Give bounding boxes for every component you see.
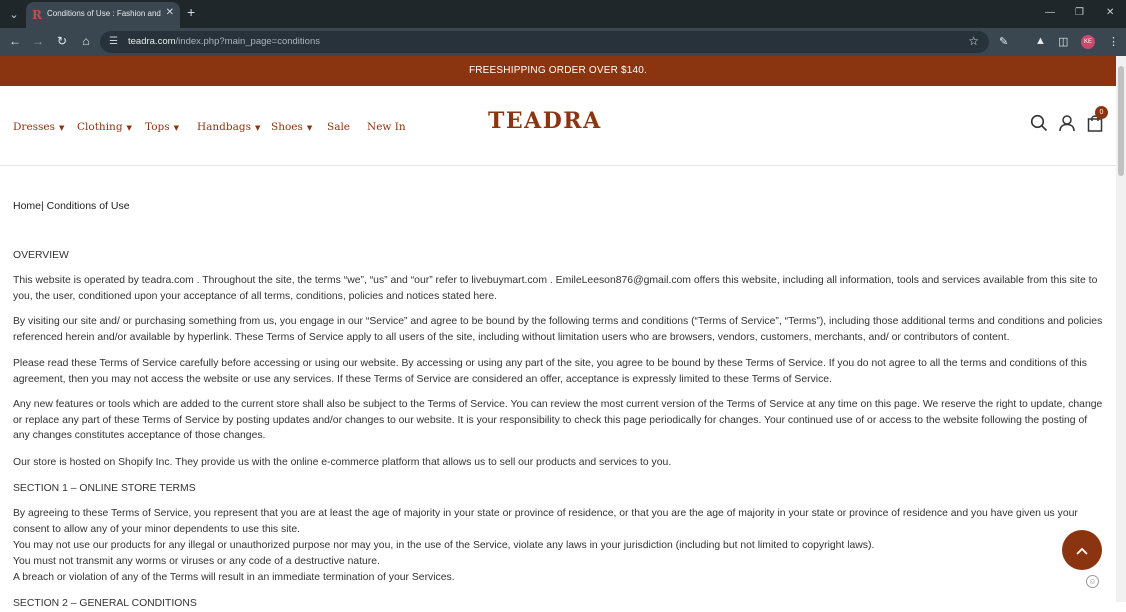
accessibility-icon[interactable]: ☺	[1086, 575, 1099, 588]
paragraph-shopify: Our store is hosted on Shopify Inc. They provide us with the online e-commerce platform that allows us to sell our products and services to you.	[13, 457, 672, 468]
nav-item-sale[interactable]	[327, 121, 350, 133]
url-domain: teadra.com	[128, 36, 176, 47]
minimize-icon[interactable]: —	[1045, 7, 1055, 18]
section-2-heading: SECTION 2 – GENERAL CONDITIONS	[13, 598, 197, 609]
browser-tab[interactable]	[26, 2, 180, 28]
breadcrumb-home-link[interactable]: Home	[13, 200, 42, 212]
forward-icon[interactable]: →	[32, 34, 44, 48]
section-1-illegal-use: You may not use our products for any illegal or unauthorized purpose nor may you, in the use of the Service, violate any laws in your jurisdiction (including but not limited to copyright laws).	[13, 540, 875, 551]
window-close-icon[interactable]: ✕	[1106, 7, 1115, 18]
site-favicon-icon: R	[32, 8, 42, 22]
nav-label: Tops	[145, 121, 170, 133]
nav-item-clothing[interactable]	[77, 121, 132, 133]
paragraph-operated-by: This website is operated by teadra.com . Throughout the site, the terms “we”, “us” and “our” refer to livebuymart.com . EmileLeeson876@gmail.com offers this website, including all information, tools and services available from this site to you, the user, conditioned upon your acceptance of all terms, conditions, policies and notices stated here.	[13, 275, 1098, 302]
chevron-down-icon: ▼	[126, 124, 132, 132]
paragraph-read-terms: Please read these Terms of Service carefully before accessing or using our website. By accessing or using any part of the site, you agree to be bound by these Terms of Service. If you do not agree to all the terms and conditions of this agreement, then you may not access the website or use any services. If these Terms of Service are considered an offer, acceptance is expressly limited to these Terms of Service.	[13, 358, 1087, 385]
lab-flask-icon[interactable]: ▲	[1035, 35, 1046, 47]
nav-item-dresses[interactable]	[13, 121, 64, 133]
browser-toolbar	[0, 28, 1126, 56]
paragraph-visiting-site: By visiting our site and/ or purchasing something from us, you engage in our “Service” and agree to be bound by the following terms and conditions (“Terms of Service”, “Terms”), including those additional terms and conditions and policies referenced herein and/or available by hyperlink. These Terms of Service apply to all users of the site, including without limitation users who are browsers, vendors, customers, merchants, and/ or contributors of content.	[13, 316, 1103, 343]
overview-heading: OVERVIEW	[13, 250, 69, 261]
nav-label: Clothing	[77, 121, 123, 133]
promo-banner: FREESHIPPING ORDER OVER $140.	[0, 56, 1116, 86]
nav-label: New In	[367, 121, 406, 133]
restore-icon[interactable]: ❐	[1075, 7, 1084, 18]
chevron-down-icon: ▼	[255, 124, 261, 132]
nav-label: Shoes	[271, 121, 303, 133]
nav-label: Dresses	[13, 121, 56, 133]
scrollbar-thumb[interactable]	[1118, 66, 1124, 176]
page-scrollbar[interactable]	[1116, 56, 1126, 602]
side-panel-icon[interactable]: ◫	[1058, 36, 1069, 48]
url-text[interactable]	[128, 36, 320, 47]
extensions-icon[interactable]: ✎	[999, 36, 1009, 48]
breadcrumb	[13, 200, 130, 212]
reload-icon[interactable]: ↻	[56, 34, 68, 48]
nav-item-shoes[interactable]	[271, 121, 312, 133]
home-icon[interactable]: ⌂	[82, 34, 90, 48]
site-header	[0, 86, 1116, 166]
address-bar[interactable]	[100, 31, 989, 53]
tab-close-icon[interactable]: ✕	[165, 7, 174, 18]
chevron-down-icon: ▼	[306, 124, 313, 132]
section-1-age-paragraph: By agreeing to these Terms of Service, you represent that you are at least the age of majority in your state or province of residence, or that you are the age of majority in your state or province of residence and you have given us your consent to allow any of your minor dependents to use this site.	[13, 508, 1078, 535]
account-icon[interactable]	[1058, 114, 1076, 137]
nav-item-tops[interactable]	[145, 121, 179, 133]
breadcrumb-separator: |	[41, 200, 44, 212]
tab-title: Conditions of Use : Fashion and	[47, 9, 161, 18]
nav-item-new-in[interactable]	[367, 121, 406, 133]
section-1-breach: A breach or violation of any of the Terms will result in an immediate termination of your Services.	[13, 572, 455, 583]
tab-list-chevron-icon[interactable]: ⌄	[9, 8, 19, 21]
chevron-up-icon	[1076, 542, 1088, 558]
chevron-down-icon: ▼	[173, 124, 180, 132]
cart-count-badge: 0	[1095, 106, 1108, 119]
site-info-icon[interactable]: ☰	[109, 36, 118, 47]
nav-item-handbags[interactable]	[197, 121, 260, 133]
search-icon[interactable]	[1030, 114, 1048, 137]
browser-tab-bar	[0, 0, 1126, 28]
browser-menu-icon[interactable]: ⋮	[1108, 36, 1119, 48]
nav-label: Sale	[327, 121, 351, 133]
site-logo[interactable]: TEADRA	[488, 108, 602, 134]
profile-avatar[interactable]: KE	[1081, 35, 1095, 49]
section-1-no-viruses: You must not transmit any worms or viruses or any code of a destructive nature.	[13, 556, 380, 567]
web-page	[0, 56, 1116, 609]
nav-label: Handbags	[197, 121, 251, 133]
bookmark-star-icon[interactable]: ☆	[968, 34, 979, 48]
section-1-heading: SECTION 1 – ONLINE STORE TERMS	[13, 483, 196, 494]
back-icon[interactable]: ←	[9, 34, 21, 48]
scroll-to-top-button[interactable]	[1062, 530, 1102, 570]
new-tab-icon[interactable]: +	[187, 4, 196, 20]
breadcrumb-current: Conditions of Use	[43, 200, 130, 212]
paragraph-new-features: Any new features or tools which are added to the current store shall also be subject to the Terms of Service. You can review the most current version of the Terms of Service at any time on this page. We reserve the right to update, change or replace any part of these Terms of Service by posting updates and/or changes to our website. It is your responsibility to check this page periodically for changes. Your continued use of or access to the website following the posting of any changes constitutes acceptance of those changes.	[13, 399, 1103, 442]
chevron-down-icon: ▼	[59, 124, 65, 132]
url-path: /index.php?main_page=conditions	[175, 36, 320, 47]
